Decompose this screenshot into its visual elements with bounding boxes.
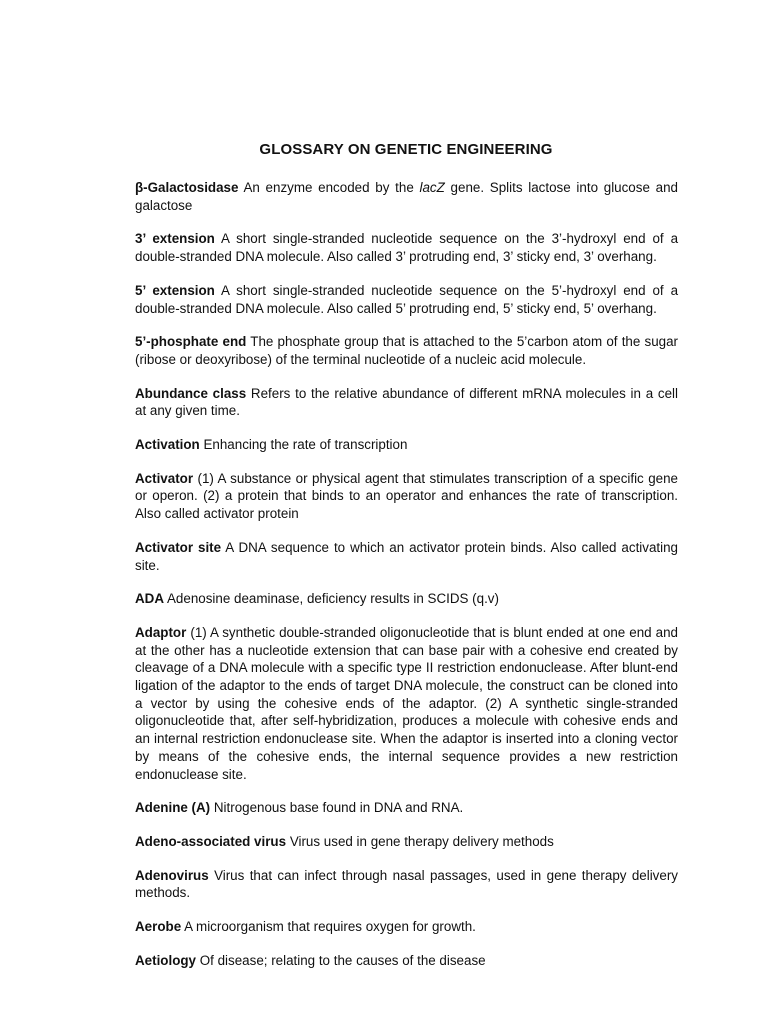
- glossary-definition-continued: gene. Splits lactose into glucose and galactose: [135, 180, 678, 213]
- glossary-definition: The phosphate group that is attached to the 5’carbon atom of the sugar (ribose or deoxyribose) of the terminal nucleotide of a nucleic acid molecule.: [135, 334, 678, 367]
- glossary-definition: (1) A substance or physical agent that stimulates transcription of a specific gene or operon. (2) a protein that binds to an operator and enhances the rate of transcription. Also called activator protein: [135, 470, 678, 522]
- glossary-definition: Virus used in gene therapy delivery methods: [289, 833, 554, 849]
- glossary-definition: A short single-stranded nucleotide sequence on the 5’-hydroxyl end of a double-stranded DNA molecule. Also called 5’ protruding end, 5’ sticky end, 5’ overhang.: [135, 282, 679, 316]
- glossary-definition: An enzyme encoded by the: [243, 180, 414, 195]
- glossary-entry: [135, 436, 678, 454]
- glossary-term: 5’-phosphate end: [135, 334, 247, 350]
- glossary-term: Adaptor: [135, 624, 187, 640]
- glossary-entry: [135, 333, 678, 368]
- glossary-entry: [135, 385, 678, 420]
- glossary-term: Activation: [135, 437, 200, 453]
- glossary-term: Adeno-associated virus: [135, 833, 287, 849]
- page-title: GLOSSARY ON GENETIC ENGINEERING: [259, 141, 553, 158]
- glossary-entry: [135, 179, 678, 214]
- glossary-definition: A short single-stranded nucleotide sequence on the 3’-hydroxyl end of a double-stranded DNA molecule. Also called 3’ protruding end, 3’ sticky end, 3’ overhang.: [135, 231, 679, 265]
- glossary-term: Activator: [135, 470, 194, 486]
- glossary-definition: A DNA sequence to which an activator protein binds. Also called activating site.: [135, 539, 679, 573]
- glossary-term: Aerobe: [135, 919, 182, 935]
- glossary-entry: [135, 833, 678, 851]
- glossary-term: 5’ extension: [135, 282, 215, 298]
- glossary-term: Adenine (A): [135, 800, 211, 816]
- glossary-gene-name: lacZ: [419, 180, 445, 195]
- glossary-entry: [135, 918, 678, 936]
- glossary-entry: [135, 799, 678, 817]
- glossary-term: Activator site: [135, 539, 222, 555]
- glossary-term: Adenovirus: [135, 867, 209, 883]
- glossary-term: Abundance class: [135, 385, 247, 401]
- glossary-term: β-Galactosidase: [135, 180, 239, 195]
- glossary-definition: Of disease; relating to the causes of the disease: [199, 952, 486, 968]
- glossary-term: Aetiology: [135, 952, 197, 968]
- glossary-entry: [135, 867, 678, 902]
- glossary-definition: Refers to the relative abundance of different mRNA molecules in a cell at any given time.: [135, 385, 678, 419]
- glossary-definition: Adenosine deaminase, deficiency results in SCIDS (q.v): [167, 591, 499, 607]
- glossary-term: ADA: [135, 591, 165, 607]
- glossary-definition: Virus that can infect through nasal passages, used in gene therapy delivery methods.: [135, 867, 678, 901]
- glossary-entry: [135, 590, 678, 608]
- glossary-definition: (1) A synthetic double-stranded oligonucleotide that is blunt ended at one end and at the other has a nucleotide extension that can base pair with a cohesive end created by cleavage of a DNA molecule with a specific type II restriction endonuclease. After blunt-end ligation of the adaptor to the ends of target DNA molecule, the construct can be cloned into a vector by using the cohesive ends of the adaptor. (2) A synthetic single-stranded oligonucleotide that, after self-hybridization, produces a molecule with cohesive ends and an internal restriction endonuclease site. When the adaptor is inserted into a cloning vector by means of the cohesive ends, the internal sequence provides a new restriction endonuclease site.: [135, 624, 678, 782]
- glossary-entry: [135, 230, 678, 265]
- glossary-entry: [135, 539, 678, 574]
- glossary-entry: [135, 952, 678, 970]
- glossary-definition: Nitrogenous base found in DNA and RNA.: [213, 800, 464, 816]
- glossary-definition: Enhancing the rate of transcription: [203, 437, 408, 453]
- glossary-term: 3’ extension: [135, 231, 215, 247]
- glossary-entry: [135, 282, 678, 317]
- glossary-list: [135, 179, 678, 986]
- glossary-entry: [135, 624, 678, 783]
- glossary-definition: A microorganism that requires oxygen for growth.: [184, 919, 476, 935]
- glossary-entry: [135, 470, 678, 523]
